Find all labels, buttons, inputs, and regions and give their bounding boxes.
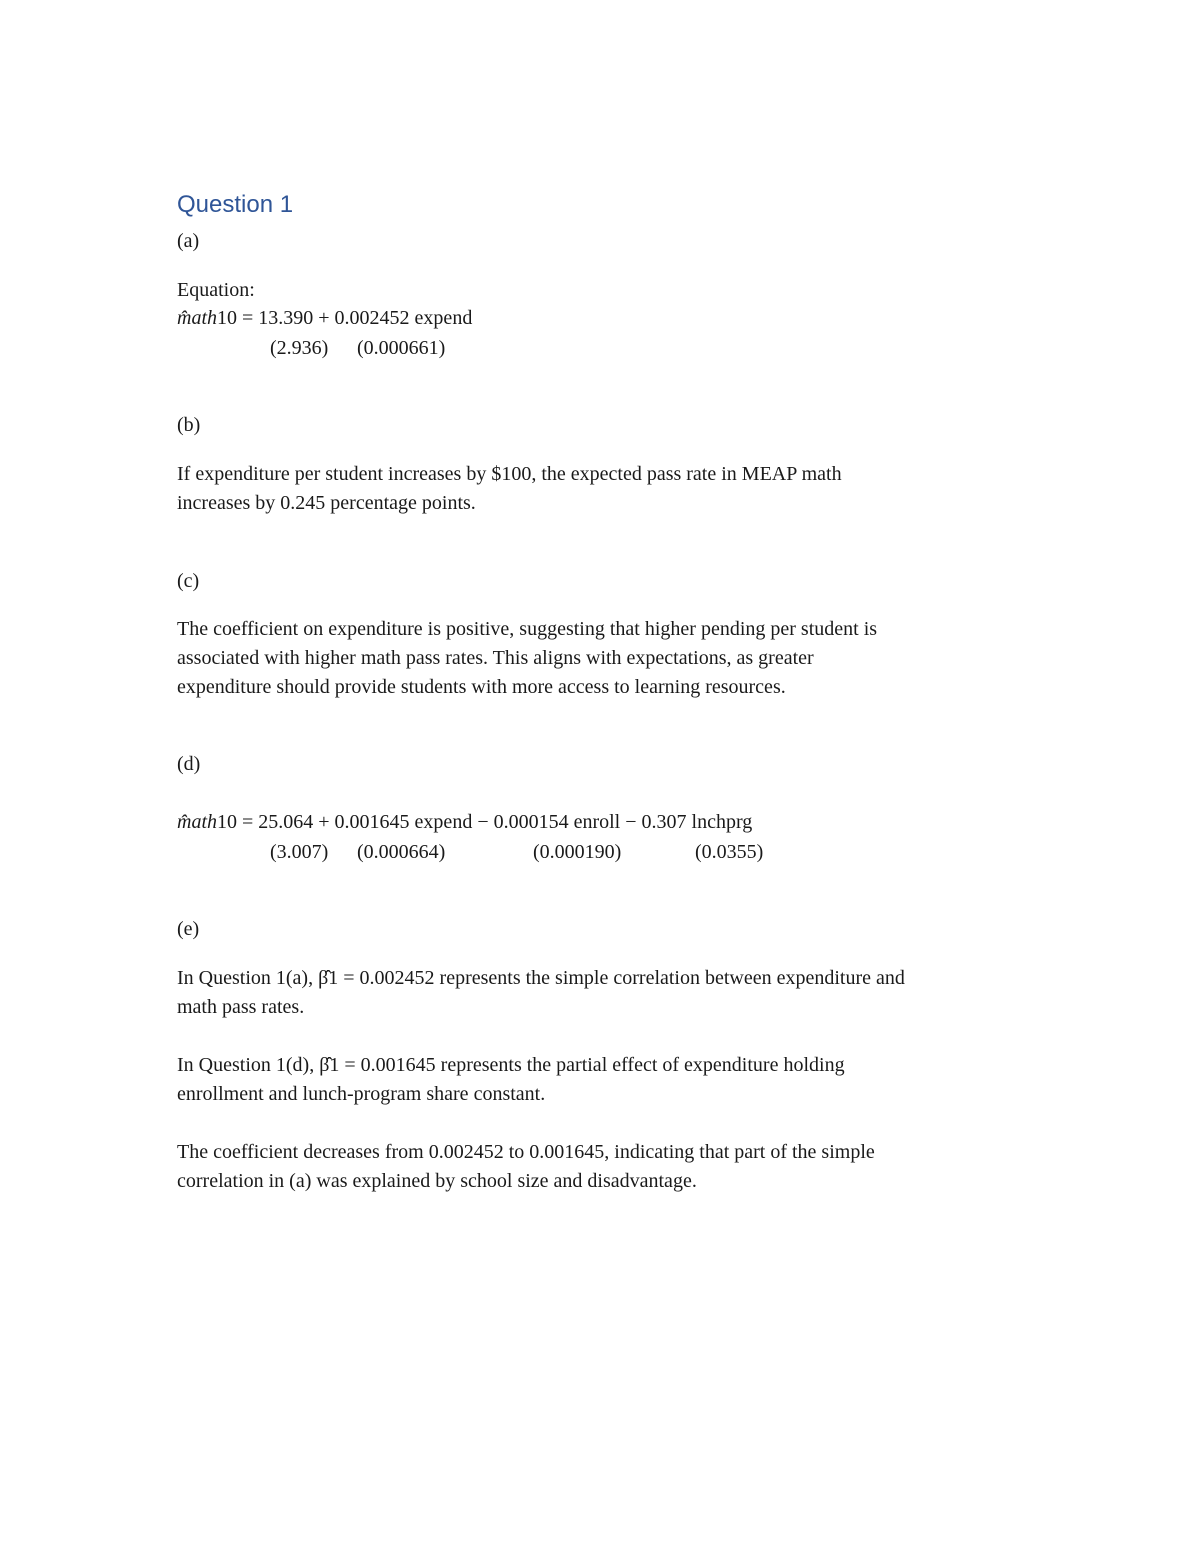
part-e-para2-line-2: enrollment and lunch-program share constant. xyxy=(177,1083,546,1105)
equation-d-se-expend: (0.000664) xyxy=(357,841,446,863)
part-e-para3-line-2: correlation in (a) was explained by school size and disadvantage. xyxy=(177,1170,697,1192)
equation-a-lhs: m̂ath xyxy=(177,307,217,329)
equation-a-se-intercept: (2.936) xyxy=(270,337,329,359)
equation-d-lhs: m̂ath xyxy=(177,811,217,833)
part-b-line-1: If expenditure per student increases by $100, the expected pass rate in MEAP math xyxy=(177,463,842,485)
part-c-label: (c) xyxy=(177,570,200,592)
part-b-line-2: increases by 0.245 percentage points. xyxy=(177,492,476,514)
part-a-label: (a) xyxy=(177,230,200,252)
equation-a-se-expend: (0.000661) xyxy=(357,337,446,359)
equation-a-rest: 10 = 13.390 + 0.002452 expend xyxy=(217,307,473,329)
part-e-para1-line-2: math pass rates. xyxy=(177,996,305,1018)
part-e-para3-line-1: The coefficient decreases from 0.002452 to 0.001645, indicating that part of the simple xyxy=(177,1141,875,1163)
part-c-line-1: The coefficient on expenditure is positive, suggesting that higher pending per student is xyxy=(177,618,878,640)
equation-d-se-lnchprg: (0.0355) xyxy=(695,841,764,863)
equation-a xyxy=(177,306,472,330)
part-d-label: (d) xyxy=(177,753,201,775)
question-heading: Question 1 xyxy=(177,191,294,218)
part-b-label: (b) xyxy=(177,414,201,436)
part-a-intro: Equation: xyxy=(177,279,255,301)
equation-d-se-intercept: (3.007) xyxy=(270,841,329,863)
equation-d-se-enroll: (0.000190) xyxy=(533,841,622,863)
part-e-label: (e) xyxy=(177,918,200,940)
part-c-line-3: expenditure should provide students with more access to learning resources. xyxy=(177,676,786,698)
part-c-line-2: associated with higher math pass rates. This aligns with expectations, as greater xyxy=(177,647,814,669)
equation-d-rest: 10 = 25.064 + 0.001645 expend − 0.000154 enroll − 0.307 lnchprg xyxy=(217,811,753,833)
part-e-para2-line-1: In Question 1(d), β̂1 = 0.001645 represents the partial effect of expenditure holding xyxy=(177,1054,845,1076)
equation-d xyxy=(177,810,752,834)
part-e-para1-line-1: In Question 1(a), β̂1 = 0.002452 represents the simple correlation between expenditure and xyxy=(177,967,905,989)
